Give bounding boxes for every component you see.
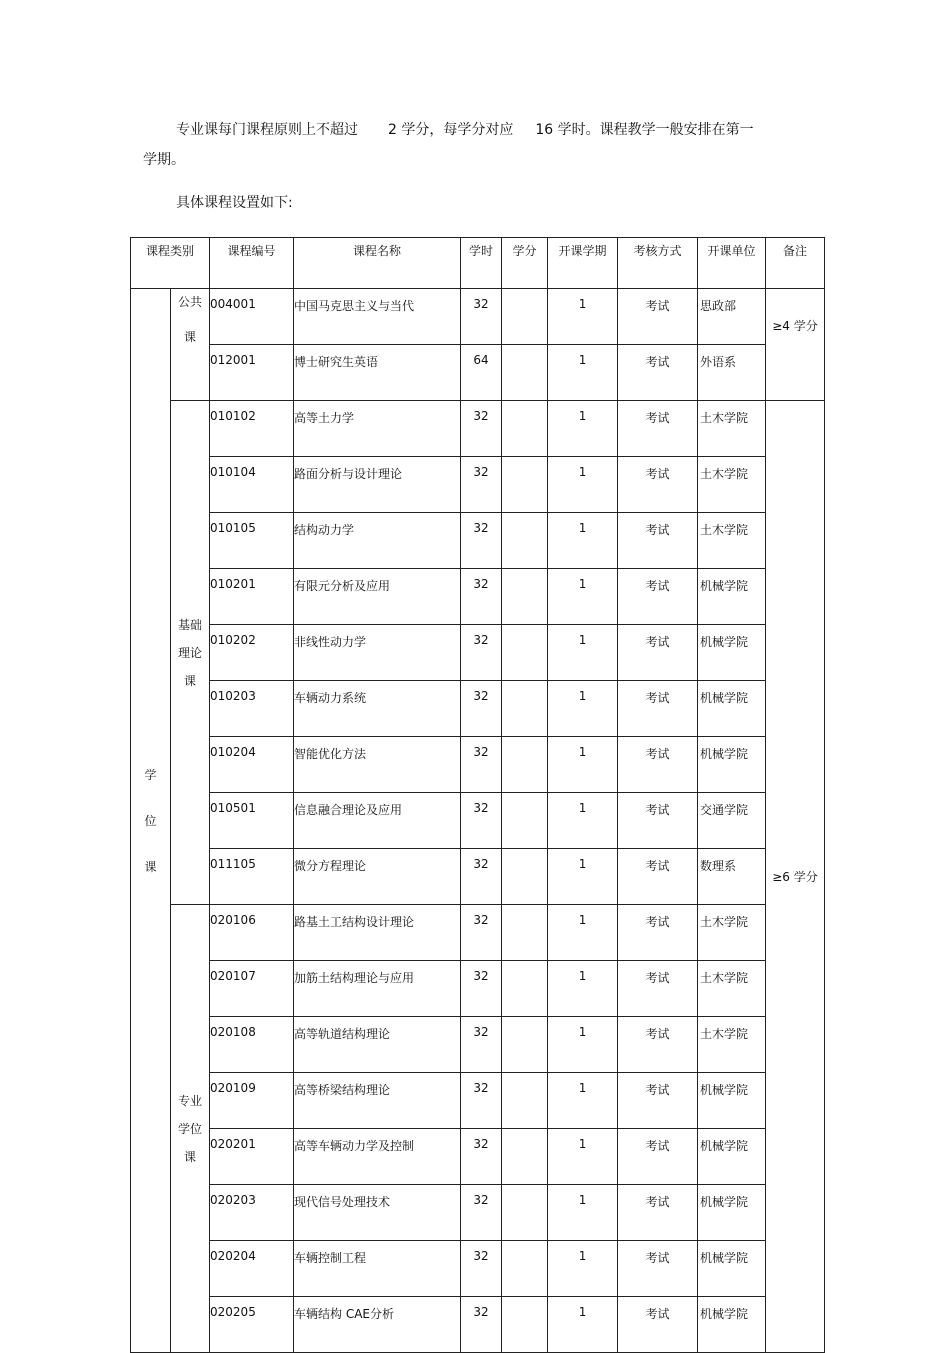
table-row (131, 1297, 825, 1353)
header-name: 课程名称 (294, 238, 461, 289)
course-name: 微分方程理论 (294, 849, 461, 905)
table-row (131, 905, 825, 961)
course-credits (502, 905, 548, 961)
course-term: 1 (548, 849, 618, 905)
course-unit: 机械学院 (698, 1297, 766, 1353)
course-hours: 32 (461, 849, 502, 905)
course-term: 1 (548, 793, 618, 849)
course-code: 010501 (210, 793, 294, 849)
course-code: 020106 (210, 905, 294, 961)
course-exam: 考试 (618, 569, 698, 625)
course-unit: 机械学院 (698, 569, 766, 625)
table-row (131, 513, 825, 569)
course-term: 1 (548, 345, 618, 401)
course-hours: 32 (461, 1017, 502, 1073)
header-unit: 开课单位 (698, 238, 766, 289)
course-hours: 32 (461, 737, 502, 793)
course-term: 1 (548, 681, 618, 737)
course-term: 1 (548, 1241, 618, 1297)
intro-text-part2: 学分，每学分对应 (401, 122, 514, 138)
intro-text-part1: 专业课每门课程原则上不超过 (176, 122, 358, 138)
subcategory-label (171, 295, 209, 365)
note-degree-credits: ≥6 学分 (766, 401, 825, 1353)
course-credits (502, 457, 548, 513)
course-code: 020204 (210, 1241, 294, 1297)
course-exam: 考试 (618, 457, 698, 513)
course-credits (502, 513, 548, 569)
table-row (131, 569, 825, 625)
intro-paragraph-line2: 学期。 (143, 152, 185, 168)
course-name: 博士研究生英语 (294, 345, 461, 401)
course-credits (502, 1241, 548, 1297)
course-credits (502, 737, 548, 793)
course-name: 加筋土结构理论与应用 (294, 961, 461, 1017)
subcategory-label-part: 学位 (178, 1121, 203, 1136)
course-hours: 32 (461, 961, 502, 1017)
subcategory-label-part: 基础 (178, 617, 203, 632)
course-unit: 土木学院 (698, 905, 766, 961)
subcategory-label-part: 课 (184, 1149, 197, 1164)
course-unit: 机械学院 (698, 681, 766, 737)
header-category: 课程类别 (131, 238, 210, 289)
table-row (131, 1185, 825, 1241)
course-name: 智能优化方法 (294, 737, 461, 793)
course-exam: 考试 (618, 961, 698, 1017)
course-hours: 64 (461, 345, 502, 401)
course-name: 高等车辆动力学及控制 (294, 1129, 461, 1185)
table-row (131, 401, 825, 457)
course-hours: 32 (461, 1241, 502, 1297)
degree-category-char: 课 (144, 859, 157, 874)
course-code: 020109 (210, 1073, 294, 1129)
course-hours: 32 (461, 401, 502, 457)
course-hours: 32 (461, 1297, 502, 1353)
table-row (131, 1129, 825, 1185)
course-exam: 考试 (618, 849, 698, 905)
course-exam: 考试 (618, 1017, 698, 1073)
course-unit: 土木学院 (698, 457, 766, 513)
subcategory-label (171, 611, 209, 695)
course-exam: 考试 (618, 513, 698, 569)
course-credits (502, 849, 548, 905)
course-unit: 机械学院 (698, 1185, 766, 1241)
course-name: 高等桥梁结构理论 (294, 1073, 461, 1129)
course-unit: 数理系 (698, 849, 766, 905)
course-credits (502, 681, 548, 737)
table-row (131, 345, 825, 401)
course-code: 011105 (210, 849, 294, 905)
course-code: 010102 (210, 401, 294, 457)
course-code: 010202 (210, 625, 294, 681)
table-row (131, 1073, 825, 1129)
course-unit: 机械学院 (698, 1241, 766, 1297)
course-name: 高等轨道结构理论 (294, 1017, 461, 1073)
course-hours: 32 (461, 681, 502, 737)
course-hours: 32 (461, 1073, 502, 1129)
subcategory-cell (171, 289, 210, 401)
course-exam: 考试 (618, 681, 698, 737)
course-hours: 32 (461, 457, 502, 513)
course-exam: 考试 (618, 345, 698, 401)
course-term: 1 (548, 625, 618, 681)
course-term: 1 (548, 289, 618, 345)
course-exam: 考试 (618, 905, 698, 961)
course-unit: 机械学院 (698, 1129, 766, 1185)
course-hours: 32 (461, 1185, 502, 1241)
course-term: 1 (548, 513, 618, 569)
course-credits (502, 569, 548, 625)
course-exam: 考试 (618, 793, 698, 849)
course-name: 非线性动力学 (294, 625, 461, 681)
course-unit: 土木学院 (698, 513, 766, 569)
course-term: 1 (548, 401, 618, 457)
course-unit: 交通学院 (698, 793, 766, 849)
course-code: 020203 (210, 1185, 294, 1241)
course-unit: 土木学院 (698, 1017, 766, 1073)
course-code: 020201 (210, 1129, 294, 1185)
course-code: 010201 (210, 569, 294, 625)
course-unit: 土木学院 (698, 961, 766, 1017)
course-term: 1 (548, 1017, 618, 1073)
course-term: 1 (548, 1073, 618, 1129)
course-exam: 考试 (618, 1073, 698, 1129)
course-exam: 考试 (618, 1297, 698, 1353)
course-code: 020108 (210, 1017, 294, 1073)
course-term: 1 (548, 737, 618, 793)
course-credits (502, 1073, 548, 1129)
course-hours: 32 (461, 793, 502, 849)
course-code: 004001 (210, 289, 294, 345)
course-name: 有限元分析及应用 (294, 569, 461, 625)
course-code: 020205 (210, 1297, 294, 1353)
course-term: 1 (548, 905, 618, 961)
table-row (131, 961, 825, 1017)
table-row (131, 1241, 825, 1297)
course-hours: 32 (461, 289, 502, 345)
course-name: 路面分析与设计理论 (294, 457, 461, 513)
course-code: 010104 (210, 457, 294, 513)
course-credits (502, 345, 548, 401)
course-credits (502, 793, 548, 849)
course-credits (502, 961, 548, 1017)
header-hours: 学时 (461, 238, 502, 289)
subcategory-label-part: 公共 (178, 295, 203, 309)
course-credits (502, 1297, 548, 1353)
course-credits (502, 1185, 548, 1241)
subcategory-cell (171, 401, 210, 905)
course-exam: 考试 (618, 737, 698, 793)
course-hours: 32 (461, 569, 502, 625)
course-credits (502, 625, 548, 681)
table-row (131, 457, 825, 513)
course-term: 1 (548, 1297, 618, 1353)
table-row (131, 625, 825, 681)
table-row (131, 289, 825, 345)
course-code: 010105 (210, 513, 294, 569)
course-term: 1 (548, 1185, 618, 1241)
table-row (131, 1017, 825, 1073)
subcategory-label-part: 课 (184, 673, 197, 688)
course-credits (502, 401, 548, 457)
course-code: 020107 (210, 961, 294, 1017)
course-name: 车辆结构 CAE分析 (294, 1297, 461, 1353)
subcategory-label-part: 课 (184, 330, 197, 344)
course-table (130, 237, 825, 1353)
course-exam: 考试 (618, 1241, 698, 1297)
intro-course-setup-heading: 具体课程设置如下: (176, 195, 293, 211)
course-code: 010204 (210, 737, 294, 793)
course-credits (502, 289, 548, 345)
course-name: 车辆控制工程 (294, 1241, 461, 1297)
course-name: 现代信号处理技术 (294, 1185, 461, 1241)
intro-text-part3: 学时。课程教学一般安排在第一 (557, 122, 754, 138)
course-term: 1 (548, 961, 618, 1017)
subcategory-label (171, 1087, 209, 1171)
course-unit: 机械学院 (698, 1073, 766, 1129)
course-name: 高等土力学 (294, 401, 461, 457)
table-row (131, 681, 825, 737)
course-unit: 思政部 (698, 289, 766, 345)
course-name: 车辆动力系统 (294, 681, 461, 737)
subcategory-cell (171, 905, 210, 1353)
course-name: 结构动力学 (294, 513, 461, 569)
intro-credits-max: 2 (388, 122, 397, 138)
header-term: 开课学期 (548, 238, 618, 289)
table-row (131, 737, 825, 793)
course-exam: 考试 (618, 625, 698, 681)
degree-category-char: 位 (144, 813, 157, 828)
intro-hours-per-credit: 16 (535, 122, 554, 138)
header-exam: 考核方式 (618, 238, 698, 289)
course-name: 中国马克思主义与当代 (294, 289, 461, 345)
course-name: 路基土工结构设计理论 (294, 905, 461, 961)
header-note: 备注 (766, 238, 825, 289)
course-hours: 32 (461, 1129, 502, 1185)
course-code: 012001 (210, 345, 294, 401)
course-exam: 考试 (618, 1129, 698, 1185)
course-term: 1 (548, 457, 618, 513)
course-exam: 考试 (618, 401, 698, 457)
course-code: 010203 (210, 681, 294, 737)
subcategory-label-part: 理论 (178, 645, 203, 660)
course-exam: 考试 (618, 1185, 698, 1241)
table-row (131, 793, 825, 849)
course-hours: 32 (461, 905, 502, 961)
course-unit: 外语系 (698, 345, 766, 401)
course-hours: 32 (461, 513, 502, 569)
subcategory-label-part: 专业 (178, 1093, 203, 1108)
course-term: 1 (548, 1129, 618, 1185)
course-exam: 考试 (618, 289, 698, 345)
course-hours: 32 (461, 625, 502, 681)
course-unit: 机械学院 (698, 625, 766, 681)
note-public-credits: ≥4 学分 (766, 289, 825, 401)
header-credits: 学分 (502, 238, 548, 289)
course-unit: 机械学院 (698, 737, 766, 793)
course-credits (502, 1129, 548, 1185)
table-row (131, 849, 825, 905)
table-header-row (131, 238, 825, 289)
intro-paragraph-line1 (176, 120, 754, 140)
course-name: 信息融合理论及应用 (294, 793, 461, 849)
course-term: 1 (548, 569, 618, 625)
header-code: 课程编号 (210, 238, 294, 289)
course-unit: 土木学院 (698, 401, 766, 457)
degree-category-label (131, 752, 170, 890)
course-credits (502, 1017, 548, 1073)
degree-course-category (131, 289, 171, 1353)
degree-category-char: 学 (144, 767, 157, 782)
